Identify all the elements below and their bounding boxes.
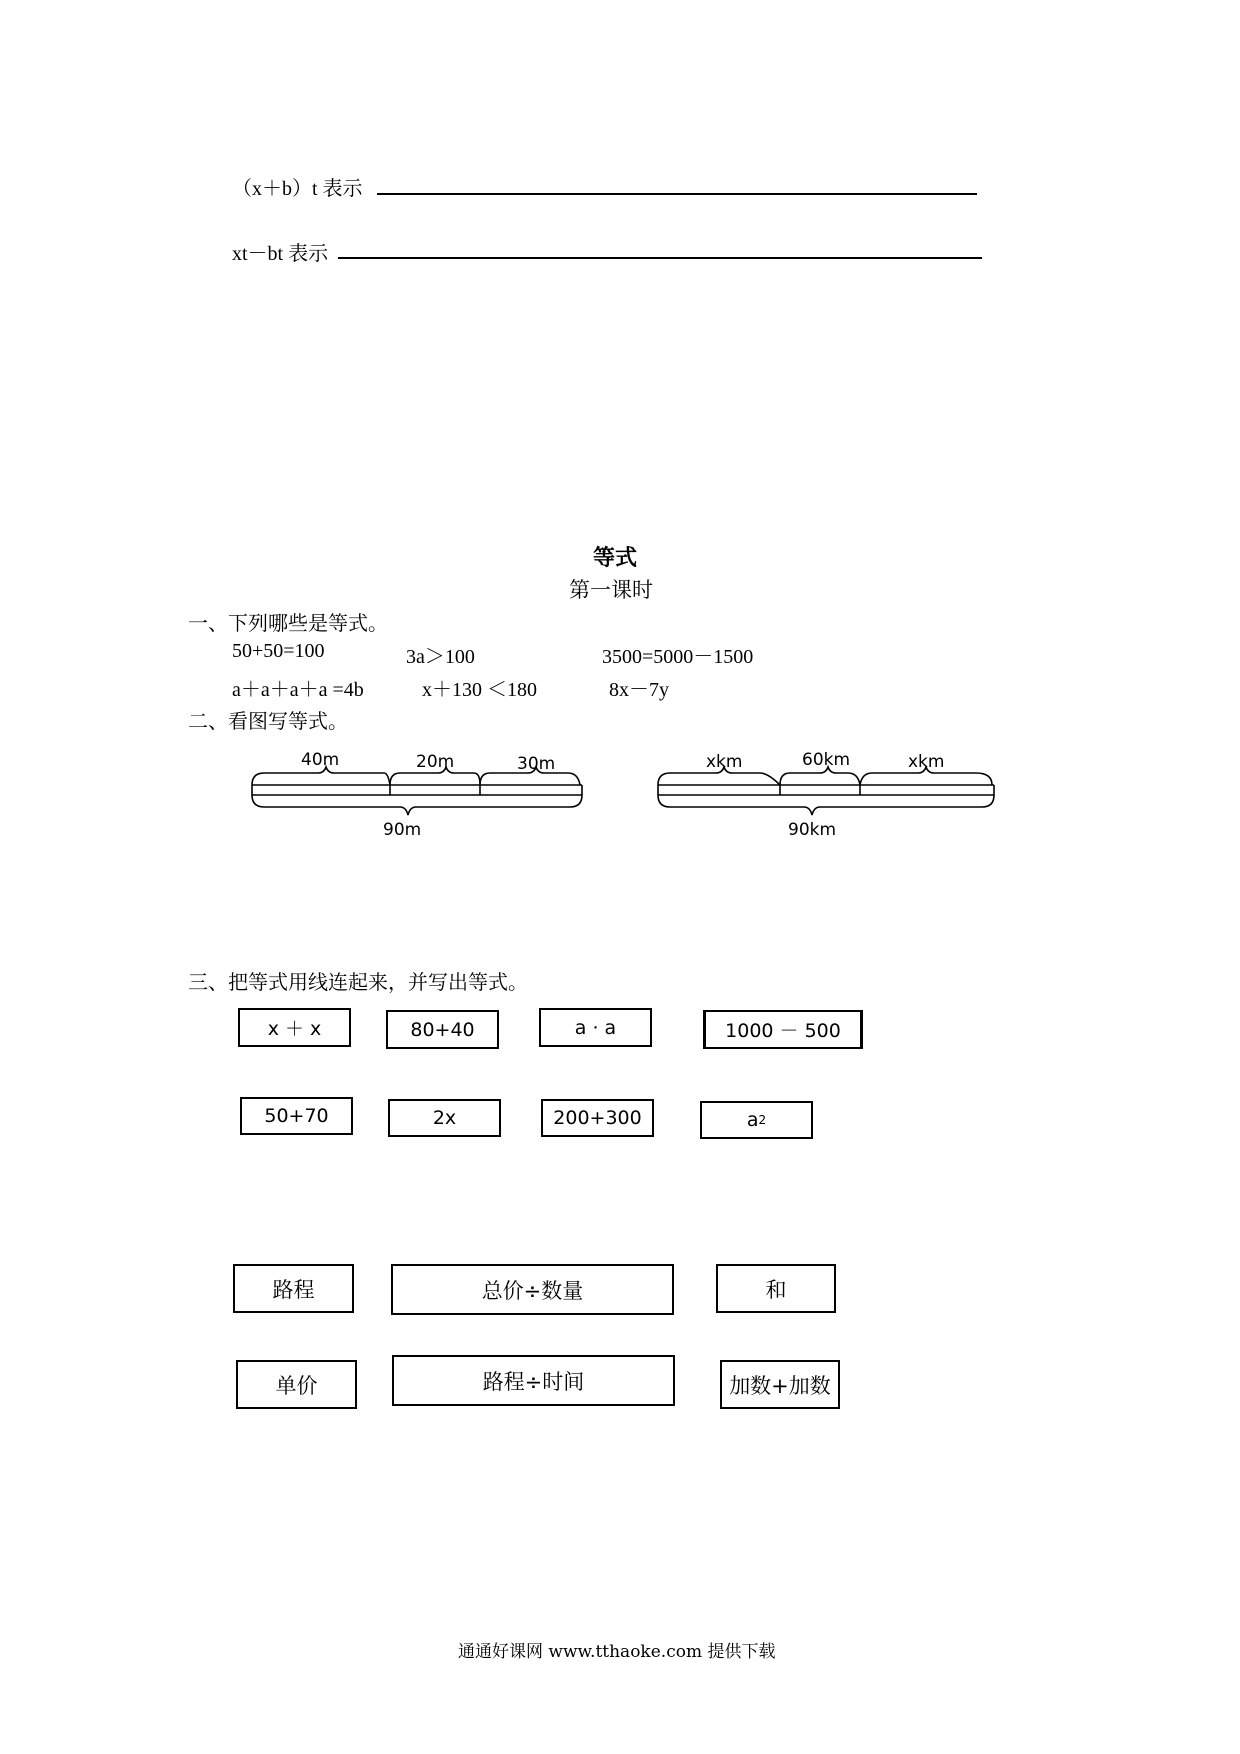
top-line-2-label: xt－bt 表示 — [232, 243, 329, 265]
match-box-sum[interactable]: 和 — [716, 1264, 836, 1313]
s1-expr-6: 8x－7y — [609, 679, 669, 701]
s1-expr-2: 3a＞100 — [406, 646, 475, 668]
diagram2-label-1: xkm — [706, 752, 743, 772]
match-box-2x[interactable]: 2x — [388, 1099, 501, 1137]
match-box-a-squared[interactable] — [700, 1101, 813, 1139]
diagram1-label-1: 40m — [301, 750, 340, 770]
match-box-x-plus-x[interactable]: x ＋ x — [238, 1008, 351, 1047]
top-line-1-blank[interactable] — [377, 193, 977, 195]
top-line-1-label: （x＋b）t 表示 — [232, 178, 363, 200]
match-box-addend-plus-addend[interactable]: 加数+加数 — [720, 1360, 840, 1409]
section2-heading: 二、看图写等式。 — [188, 709, 348, 733]
diagram2-label-2: 60km — [802, 750, 851, 770]
match-box-1000-minus-500[interactable]: 1000 － 500 — [703, 1010, 863, 1049]
segment-diagram-1 — [250, 765, 590, 825]
top-line-2-blank[interactable] — [338, 257, 982, 259]
match-box-50-plus-70[interactable]: 50+70 — [240, 1097, 353, 1135]
page-title: 等式 — [593, 546, 638, 571]
match-box-200-plus-300[interactable]: 200+300 — [541, 1099, 654, 1137]
footer-text: 通通好课网 www.tthaoke.com 提供下载 — [458, 1642, 776, 1662]
match-box-80-plus-40[interactable]: 80+40 — [386, 1010, 499, 1049]
a-squared-base: a — [746, 1109, 759, 1131]
diagram1-label-total: 90m — [383, 820, 422, 840]
diagram2-label-3: xkm — [908, 752, 945, 772]
diagram2-label-total: 90km — [788, 820, 837, 840]
a-squared-exponent: 2 — [758, 1113, 767, 1127]
section3-heading: 三、把等式用线连起来，并写出等式。 — [188, 970, 528, 994]
match-box-distance-div-time[interactable]: 路程÷时间 — [392, 1355, 675, 1406]
s1-expr-4: a＋a＋a＋a =4b — [232, 679, 364, 701]
segment-diagram-2 — [656, 765, 1001, 825]
match-box-distance[interactable]: 路程 — [233, 1264, 354, 1313]
diagram1-label-3: 30m — [517, 754, 556, 774]
diagram1-label-2: 20m — [416, 752, 455, 772]
s1-expr-1: 50+50=100 — [232, 640, 325, 662]
match-box-total-price-div-quantity[interactable]: 总价÷数量 — [391, 1264, 674, 1315]
section1-heading: 一、下列哪些是等式。 — [188, 611, 388, 635]
match-box-a-dot-a[interactable]: a · a — [539, 1008, 652, 1047]
page-subtitle: 第一课时 — [569, 578, 653, 602]
s1-expr-5: x＋130 ＜180 — [422, 679, 537, 701]
s1-expr-3: 3500=5000－1500 — [602, 646, 754, 668]
match-box-unit-price[interactable]: 单价 — [236, 1360, 357, 1409]
